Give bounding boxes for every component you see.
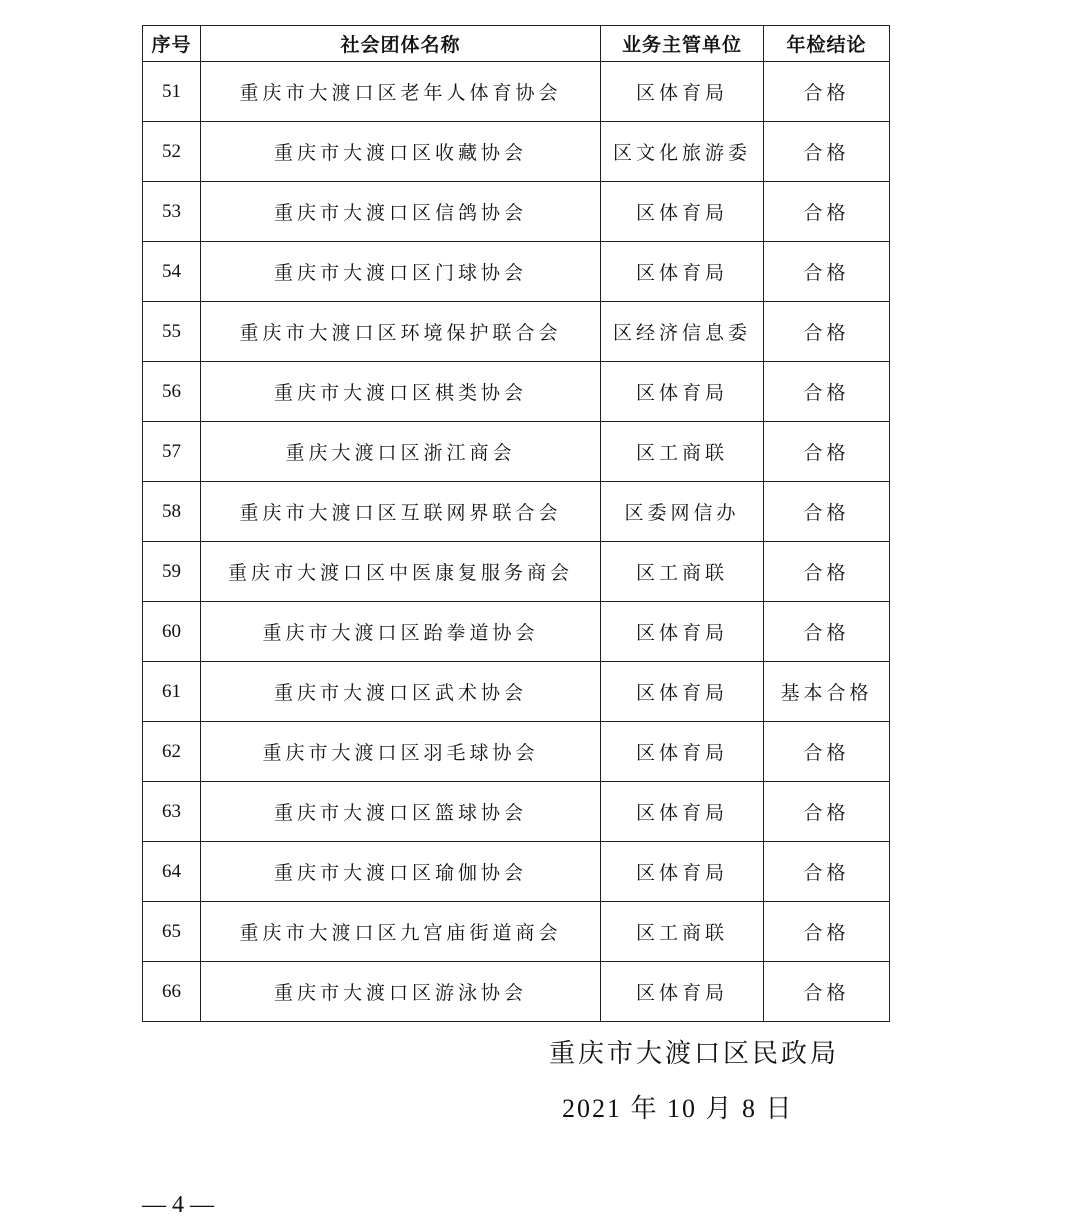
- cell-supervising-authority: 区体育局: [601, 362, 764, 422]
- cell-inspection-result: 合格: [764, 962, 890, 1022]
- cell-inspection-result: 合格: [764, 842, 890, 902]
- table-row: [143, 482, 890, 542]
- cell-supervising-authority: 区体育局: [601, 62, 764, 122]
- cell-serial-number: 61: [143, 662, 201, 722]
- cell-serial-number: 55: [143, 302, 201, 362]
- table-row: [143, 122, 890, 182]
- table-row: [143, 422, 890, 482]
- cell-inspection-result: 合格: [764, 242, 890, 302]
- header-association-name: 社会团体名称: [201, 26, 601, 62]
- cell-association-name: 重庆市大渡口区门球协会: [201, 242, 601, 302]
- cell-inspection-result: 合格: [764, 422, 890, 482]
- table-row: [143, 602, 890, 662]
- cell-inspection-result: 合格: [764, 722, 890, 782]
- cell-supervising-authority: 区体育局: [601, 782, 764, 842]
- cell-supervising-authority: 区文化旅游委: [601, 122, 764, 182]
- cell-supervising-authority: 区经济信息委: [601, 302, 764, 362]
- cell-supervising-authority: 区体育局: [601, 842, 764, 902]
- table-row: [143, 842, 890, 902]
- cell-serial-number: 65: [143, 902, 201, 962]
- header-supervising-authority: 业务主管单位: [601, 26, 764, 62]
- cell-association-name: 重庆市大渡口区游泳协会: [201, 962, 601, 1022]
- cell-association-name: 重庆市大渡口区收藏协会: [201, 122, 601, 182]
- cell-association-name: 重庆市大渡口区信鸽协会: [201, 182, 601, 242]
- table-row: [143, 242, 890, 302]
- cell-serial-number: 56: [143, 362, 201, 422]
- cell-association-name: 重庆市大渡口区老年人体育协会: [201, 62, 601, 122]
- cell-inspection-result: 合格: [764, 542, 890, 602]
- cell-inspection-result: 合格: [764, 782, 890, 842]
- cell-serial-number: 62: [143, 722, 201, 782]
- cell-supervising-authority: 区工商联: [601, 542, 764, 602]
- issuing-office: 重庆市大渡口区民政局: [549, 1039, 840, 1069]
- table-row: [143, 62, 890, 122]
- cell-serial-number: 57: [143, 422, 201, 482]
- cell-serial-number: 54: [143, 242, 201, 302]
- cell-inspection-result: 合格: [764, 302, 890, 362]
- table-body: [143, 62, 890, 1022]
- table-row: [143, 542, 890, 602]
- cell-association-name: 重庆大渡口区浙江商会: [201, 422, 601, 482]
- cell-serial-number: 59: [143, 542, 201, 602]
- cell-association-name: 重庆市大渡口区篮球协会: [201, 782, 601, 842]
- header-inspection-result: 年检结论: [764, 26, 890, 62]
- cell-association-name: 重庆市大渡口区瑜伽协会: [201, 842, 601, 902]
- cell-inspection-result: 合格: [764, 182, 890, 242]
- cell-inspection-result: 合格: [764, 482, 890, 542]
- table-row: [143, 722, 890, 782]
- cell-serial-number: 63: [143, 782, 201, 842]
- cell-serial-number: 64: [143, 842, 201, 902]
- issue-date: 2021 年 10 月 8 日: [562, 1094, 794, 1123]
- cell-inspection-result: 合格: [764, 902, 890, 962]
- table-row: [143, 182, 890, 242]
- cell-supervising-authority: 区体育局: [601, 722, 764, 782]
- cell-association-name: 重庆市大渡口区羽毛球协会: [201, 722, 601, 782]
- table-row: [143, 362, 890, 422]
- table-row: [143, 902, 890, 962]
- cell-association-name: 重庆市大渡口区跆拳道协会: [201, 602, 601, 662]
- table-row: [143, 962, 890, 1022]
- table-row: [143, 302, 890, 362]
- cell-supervising-authority: 区体育局: [601, 602, 764, 662]
- cell-inspection-result: 合格: [764, 122, 890, 182]
- cell-serial-number: 51: [143, 62, 201, 122]
- cell-association-name: 重庆市大渡口区环境保护联合会: [201, 302, 601, 362]
- cell-association-name: 重庆市大渡口区九宫庙街道商会: [201, 902, 601, 962]
- cell-supervising-authority: 区工商联: [601, 422, 764, 482]
- cell-serial-number: 58: [143, 482, 201, 542]
- cell-serial-number: 60: [143, 602, 201, 662]
- table-header-row: [143, 26, 890, 62]
- cell-supervising-authority: 区工商联: [601, 902, 764, 962]
- association-inspection-table: [142, 25, 890, 1022]
- table-row: [143, 662, 890, 722]
- cell-inspection-result: 合格: [764, 362, 890, 422]
- cell-association-name: 重庆市大渡口区棋类协会: [201, 362, 601, 422]
- cell-serial-number: 52: [143, 122, 201, 182]
- cell-supervising-authority: 区体育局: [601, 182, 764, 242]
- cell-supervising-authority: 区体育局: [601, 962, 764, 1022]
- cell-inspection-result: 基本合格: [764, 662, 890, 722]
- cell-supervising-authority: 区体育局: [601, 662, 764, 722]
- cell-inspection-result: 合格: [764, 602, 890, 662]
- cell-serial-number: 53: [143, 182, 201, 242]
- cell-serial-number: 66: [143, 962, 201, 1022]
- page-number: — 4 —: [142, 1192, 214, 1218]
- cell-inspection-result: 合格: [764, 62, 890, 122]
- header-serial-number: 序号: [143, 26, 201, 62]
- cell-association-name: 重庆市大渡口区互联网界联合会: [201, 482, 601, 542]
- table-row: [143, 782, 890, 842]
- cell-association-name: 重庆市大渡口区武术协会: [201, 662, 601, 722]
- cell-association-name: 重庆市大渡口区中医康复服务商会: [201, 542, 601, 602]
- cell-supervising-authority: 区委网信办: [601, 482, 764, 542]
- cell-supervising-authority: 区体育局: [601, 242, 764, 302]
